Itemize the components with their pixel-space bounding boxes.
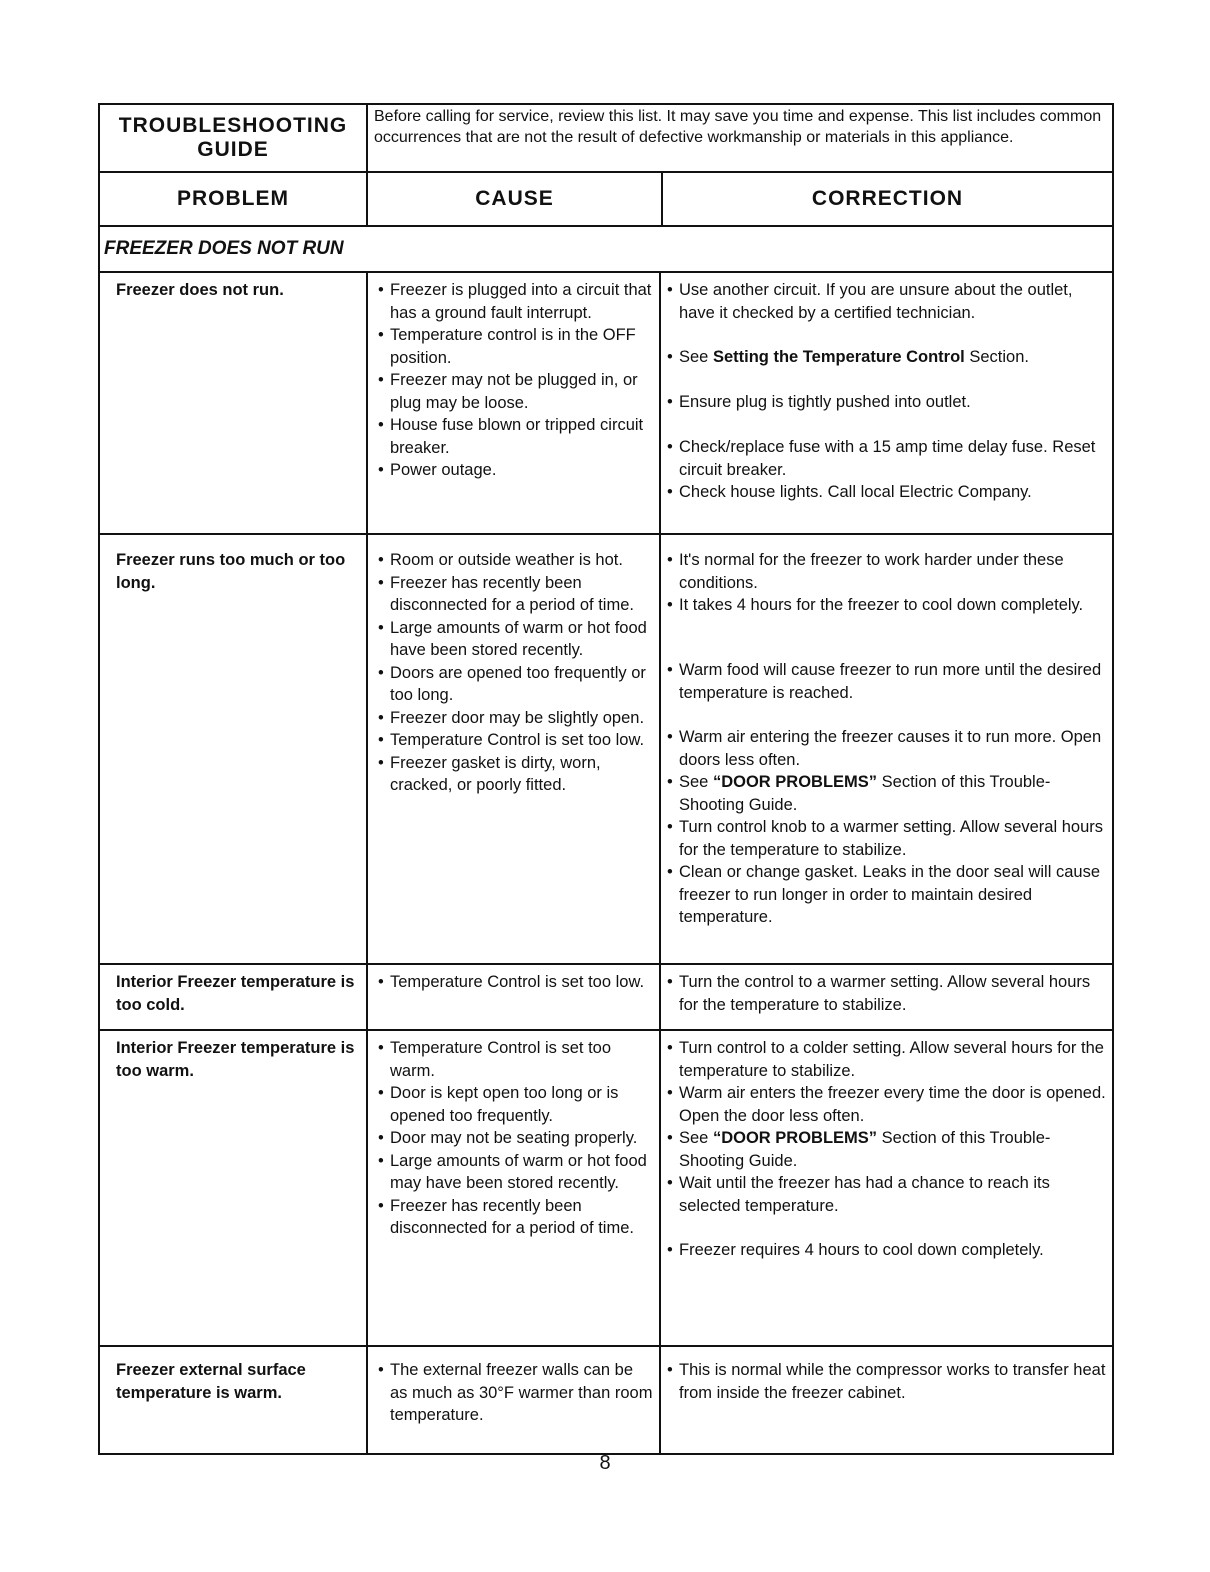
cause-item: • Freezer may not be plugged in, or plug may be loose. xyxy=(378,371,638,412)
troubleshooting-guide-page xyxy=(98,103,1114,1455)
cause-item: • Room or outside weather is hot. xyxy=(378,551,623,569)
correction-item: • Warm food will cause freezer to run more until the desired temperature is reached. xyxy=(667,661,1102,702)
table-row xyxy=(98,965,1114,1031)
problem-cell: Interior Freezer temperature is too cold. xyxy=(116,973,355,1014)
cause-cell xyxy=(366,965,659,1029)
cause-item: • Freezer has recently been disconnected for a period of time. xyxy=(378,573,634,614)
correction-item: • See “DOOR PROBLEMS” Section of this Trouble-Shooting Guide. xyxy=(667,1129,1051,1170)
correction-item: • Check house lights. Call local Electric Company. xyxy=(667,483,1032,501)
problem-cell: Freezer does not run. xyxy=(116,281,284,299)
problem-cell: Freezer runs too much or too long. xyxy=(116,551,346,592)
table-row xyxy=(98,535,1114,965)
correction-cell xyxy=(659,1347,1112,1453)
correction-item: • Turn the control to a warmer setting. Allow several hours for the temperature to stabilize. xyxy=(667,973,1091,1014)
cause-item: • Temperature control is in the OFF position. xyxy=(378,326,636,367)
correction-item: • Warm air entering the freezer causes it to run more. Open doors less often. xyxy=(667,728,1102,769)
cause-cell xyxy=(366,1347,659,1453)
cause-item: • Freezer gasket is dirty, worn, cracked, or poorly fitted. xyxy=(378,753,601,794)
correction-item: • See Setting the Temperature Control Section. xyxy=(667,348,1029,366)
correction-item: • Wait until the freezer has had a chance to reach its selected temperature. xyxy=(667,1174,1050,1215)
correction-item: • It's normal for the freezer to work harder under these conditions. xyxy=(667,551,1064,592)
column-headings xyxy=(98,173,1114,227)
guide-title-line1: TROUBLESHOOTING xyxy=(118,114,348,137)
cause-cell xyxy=(366,535,659,963)
section-heading: FREEZER DOES NOT RUN xyxy=(98,227,1114,273)
correction-cell xyxy=(659,1031,1112,1345)
correction-item: • Turn control to a colder setting. Allow several hours for the temperature to stabilize. xyxy=(667,1039,1104,1080)
cause-item: • House fuse blown or tripped circuit breaker. xyxy=(378,416,644,457)
cause-item: • Door may not be seating properly. xyxy=(378,1129,638,1147)
guide-title xyxy=(100,105,368,171)
cause-item: • Temperature Control is set too low. xyxy=(378,731,645,749)
cause-item: • Freezer door may be slightly open. xyxy=(378,708,645,727)
cause-item: • Power outage. xyxy=(378,461,497,479)
cause-column-heading: CAUSE xyxy=(366,173,661,225)
problem-cell: Freezer external surface temperature is warm. xyxy=(116,1361,306,1402)
cause-cell xyxy=(366,1031,659,1345)
cause-cell xyxy=(366,273,659,533)
page-number: 8 xyxy=(599,1452,611,1474)
table-row xyxy=(98,1347,1114,1455)
correction-cell xyxy=(659,965,1112,1029)
table-row xyxy=(98,1031,1114,1347)
correction-item: • See “DOOR PROBLEMS” Section of this Trouble-Shooting Guide. xyxy=(667,773,1051,814)
cause-item: • Temperature Control is set too warm. xyxy=(378,1039,612,1080)
correction-cell xyxy=(659,273,1112,533)
correction-item: • Clean or change gasket. Leaks in the door seal will cause freezer to run longer in order to maintain desired temperature. xyxy=(667,863,1100,926)
problem-cell: Interior Freezer temperature is too warm. xyxy=(116,1039,355,1080)
correction-item: • Warm air enters the freezer every time the door is opened. Open the door less often. xyxy=(667,1084,1106,1125)
correction-cell xyxy=(659,535,1112,963)
cause-item: • Freezer is plugged into a circuit that has a ground fault interrupt. xyxy=(378,281,652,322)
cause-item: • The external freezer walls can be as much as 30°F warmer than room temperature. xyxy=(378,1361,653,1424)
cause-item: • Freezer has recently been disconnected for a period of time. xyxy=(378,1196,634,1237)
cause-item: • Temperature Control is set too low. xyxy=(378,973,645,991)
correction-item: • This is normal while the compressor works to transfer heat from inside the freezer cabinet. xyxy=(667,1361,1106,1402)
correction-item: • It takes 4 hours for the freezer to cool down completely. xyxy=(667,596,1084,614)
cause-item: • Doors are opened too frequently or too long. xyxy=(378,663,646,704)
cause-item: • Large amounts of warm or hot food have been stored recently. xyxy=(378,618,647,659)
guide-intro: Before calling for service, review this list. It may save you time and expense. This list includes common occurrences that are not the result of defective workmanship or materials in this appliance. xyxy=(374,108,1102,146)
correction-item: • Freezer requires 4 hours to cool down completely. xyxy=(667,1241,1044,1259)
cause-item: • Large amounts of warm or hot food may have been stored recently. xyxy=(378,1151,647,1192)
cause-item: • Door is kept open too long or is opened too frequently. xyxy=(378,1084,619,1125)
guide-title-line2: GUIDE xyxy=(197,138,269,161)
guide-header xyxy=(98,103,1114,173)
correction-item: • Turn control knob to a warmer setting. Allow several hours for the temperature to stabilize. xyxy=(667,818,1103,859)
correction-item: • Check/replace fuse with a 15 amp time delay fuse. Reset circuit breaker. xyxy=(667,438,1096,479)
table-row xyxy=(98,273,1114,535)
correction-column-heading: CORRECTION xyxy=(661,173,1112,225)
correction-item: • Ensure plug is tightly pushed into outlet. xyxy=(667,393,971,411)
correction-item: • Use another circuit. If you are unsure about the outlet, have it checked by a certified technician. xyxy=(667,281,1073,322)
problem-column-heading: PROBLEM xyxy=(177,187,289,210)
